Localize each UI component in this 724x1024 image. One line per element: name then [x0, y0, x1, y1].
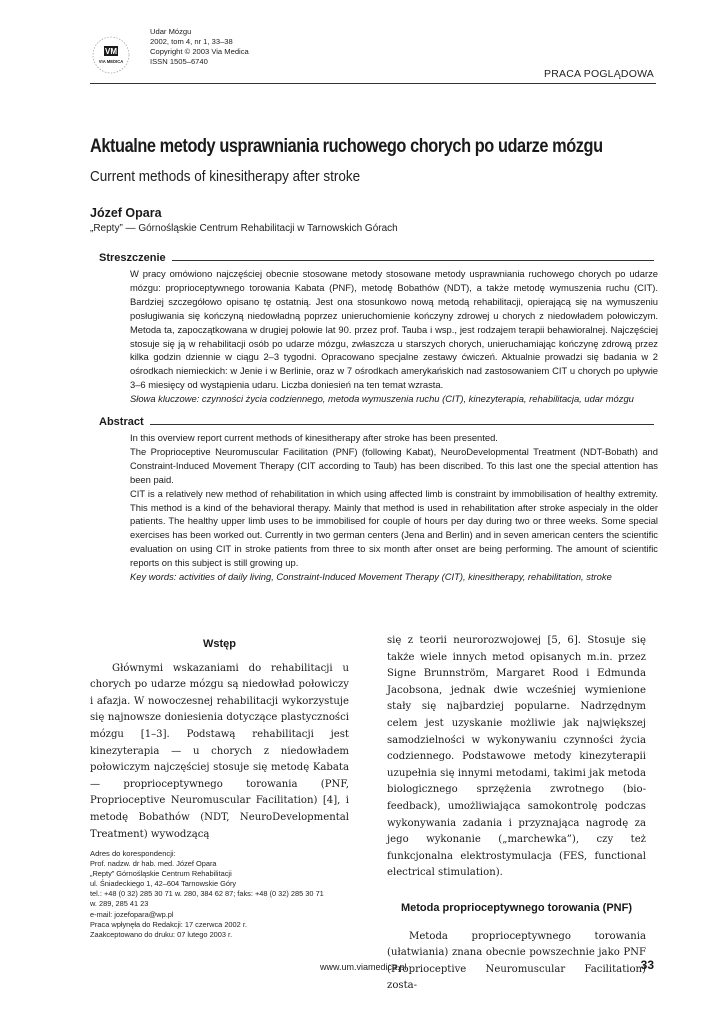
journal-line: Udar Mózgu — [150, 27, 192, 36]
streszczenie-text: W pracy omówiono najczęściej obecnie stosowane metody stosowane metody usprawniania ruchowego chorych po udarze mózgu: proprioceptywnego torowania Kabata (PNF), metodę Bobathów (NDT), a także metodę wymuszenia ruchu (CIT). Bardziej szczegółowo opisano tę ostatnią. Jest ona stosunkowo nową metodą rehabilitacji, opierającą się na wymuszeniu posługiwania się kończyną niedowładną poprzez unieruchomienie kończyny zdrowej u chorych z niedowładem połowiczym. Metoda ta, zapoczątkowana w drugiej połowie lat 90. przez prof. Tauba i wsp., jest rodzajem terapii behawioralnej. Najczęściej stosuje się ją w rehabilitacji osób po udarze mózgu, zwłaszcza u starszych chorych, unieruchamiając kończynę zdrową przez kilka godzin dziennie w ciągu 2–3 tygodni. Opracowano specjalne zestawy ćwiczeń. Aktualnie prowadzi się badania w 2 ośrodkach niemieckich: w Jenie i w Berlinie, oraz w 7 ośrodkach amerykańskich nad zastosowaniem CIT u chorych po upływie 3–6 miesięcy od wystąpienia udaru. Liczba doniesień na ten temat wzrasta. — [130, 268, 658, 391]
logo-mark: VM — [105, 47, 117, 56]
left-column — [90, 636, 349, 843]
abstract-block — [130, 431, 658, 584]
abstract-keywords: Key words: activities of daily living, Constraint-Induced Movement Therapy (CIT), kinesitherapy, rehabilitation, stroke — [130, 571, 612, 583]
header-rule — [90, 83, 656, 84]
correspondence-line: tel.: +48 (0 32) 285 30 71 w. 280, 384 62 87; faks: +48 (0 32) 285 30 71 — [90, 889, 324, 899]
author-affiliation: „Repty” — Górnośląskie Centrum Rehabilitacji w Tarnowskich Górach — [90, 223, 398, 234]
author-name: Józef Opara — [90, 206, 162, 220]
correspondence-line: e-mail: jozefopara@wp.pl — [90, 909, 174, 919]
journal-line: Copyright © 2003 Via Medica — [150, 47, 249, 56]
streszczenie-block — [130, 267, 658, 406]
abstract-paragraph: CIT is a relatively new method of rehabilitation in which using affected limb is constraint by immobilisation of healthy extremity. This method is a kind of the behavioral therapy. Mainly that method is used in rehabilitation after stroke aspecialy in the older patients. The healthy upper limb uses to be immobilised for couple of hours per day during two or three weeks. Some special exercises has been worked out. Currently in two german centers (Jena and Berlin) and in seven american centers the scientific evaluation on using CIT in stroke patients from three to six month after onset are being performing. The amount of scientific reports on this subject is still growing up. — [130, 487, 658, 569]
abstract-paragraph: The Proprioceptive Neuromuscular Facilitation (PNF) (following Kabat), NeuroDevelopmental Treatment (NDT-Bobath) and Constraint-Induced Movement Therapy (CIT according to Taub) has been discribed. To this last one the special attention has been paid. — [130, 445, 658, 485]
abstract-heading: Abstract — [99, 416, 144, 428]
body-paragraph: Głównymi wskazaniami do rehabilitacji u chorych po udarze mózgu są niedowład połowiczy i afazja. W nowoczesnej rehabilitacji wykorzystuje się najnowsze doniesienia dotyczące plastyczności mózgu [1–3]. Podstawą rehabilitacji jest kinezyterapia — u chorych z niedowładem połowiczym najczęściej stosuje się metodę Kabata — proprioceptywnego torowania (PNF, Proprioceptive Neuromuscular Facilitation) [4], i metodę Bobathów (NDT, NeuroDevelopmental Treatment) wywodzącą — [90, 662, 349, 840]
abstract-heading-row — [99, 416, 654, 428]
footer-url: www.um.viamedica.pl — [320, 962, 407, 972]
correspondence-line: w. 289, 285 41 23 — [90, 899, 149, 909]
streszczenie-heading-row — [99, 252, 654, 264]
article-title: Aktualne metody usprawniania ruchowego chorych po udarze mózgu — [90, 136, 603, 157]
correspondence-line: ul. Śniadeckiego 1, 42–604 Tarnowskie Góry — [90, 879, 237, 889]
streszczenie-keywords: Słowa kluczowe: czynności życia codziennego, metoda wymuszenia ruchu (CIT), kinezyterapia, rehabilitacja, udar mózgu — [130, 393, 634, 405]
wstep-heading: Wstęp — [203, 638, 236, 650]
right-column — [387, 633, 646, 995]
section-tag: PRACA POGLĄDOWA — [544, 68, 654, 80]
heading-rule — [150, 424, 654, 425]
abstract-paragraph: In this overview report current methods of kinesitherapy after stroke has been presented. — [130, 432, 498, 443]
article-subtitle: Current methods of kinesitherapy after stroke — [90, 168, 361, 185]
heading-rule — [172, 260, 654, 261]
journal-line: ISSN 1505–6740 — [150, 57, 208, 66]
correspondence-line: Zaakceptowano do druku: 07 lutego 2003 r. — [90, 929, 233, 939]
correspondence-heading: Adres do korespondencji: — [90, 849, 176, 858]
correspondence-line: Praca wpłynęła do Redakcji: 17 czerwca 2002 r. — [90, 919, 247, 929]
body-paragraph: się z teorii neurorozwojowej [5, 6]. Stosuje się także wiele innych metod opisanych m.in. przez Signe Brunnström, Margaret Rood i Edmunda Jacobsona, jednak dwie wcześniej wymienione stały się najbardziej popularne. Nadrzędnym celem jest uzyskanie możliwie jak największej samodzielności w wykonywaniu czynności życia codziennego. Podstawowe metody kinezyterapii uzupełnia się innymi metodami, takimi jak metoda biologicznego sprzężenia zwrotnego (bio-feedback), umożliwiająca samokontrolę podczas wykonywania zadania i przyznająca nagrodę za jego wykonanie („marchewka”), czy też funkcjonalna elektrostymulacja (FES, functional electrical stimulation). — [387, 635, 646, 879]
via-medica-logo — [90, 34, 132, 76]
journal-line: 2002, tom 4, nr 1, 33–38 — [150, 37, 233, 46]
correspondence-line: Prof. nadzw. dr hab. med. Józef Opara — [90, 859, 217, 869]
correspondence-line: „Repty” Górnośląskie Centrum Rehabilitacji — [90, 869, 232, 879]
logo-label: VIA MEDICA — [98, 59, 124, 64]
correspondence-block — [90, 849, 350, 940]
journal-info — [150, 27, 249, 67]
pnf-heading: Metoda proprioceptywnego torowania (PNF) — [400, 901, 632, 914]
body-paragraph: Metoda proprioceptywnego torowania (ułatwiania) znana obecnie powszechnie jako PNF (Proprioceptive Neuromuscular Facilitation) zosta- — [387, 930, 646, 992]
page-number: 33 — [640, 958, 654, 972]
streszczenie-heading: Streszczenie — [99, 252, 166, 264]
